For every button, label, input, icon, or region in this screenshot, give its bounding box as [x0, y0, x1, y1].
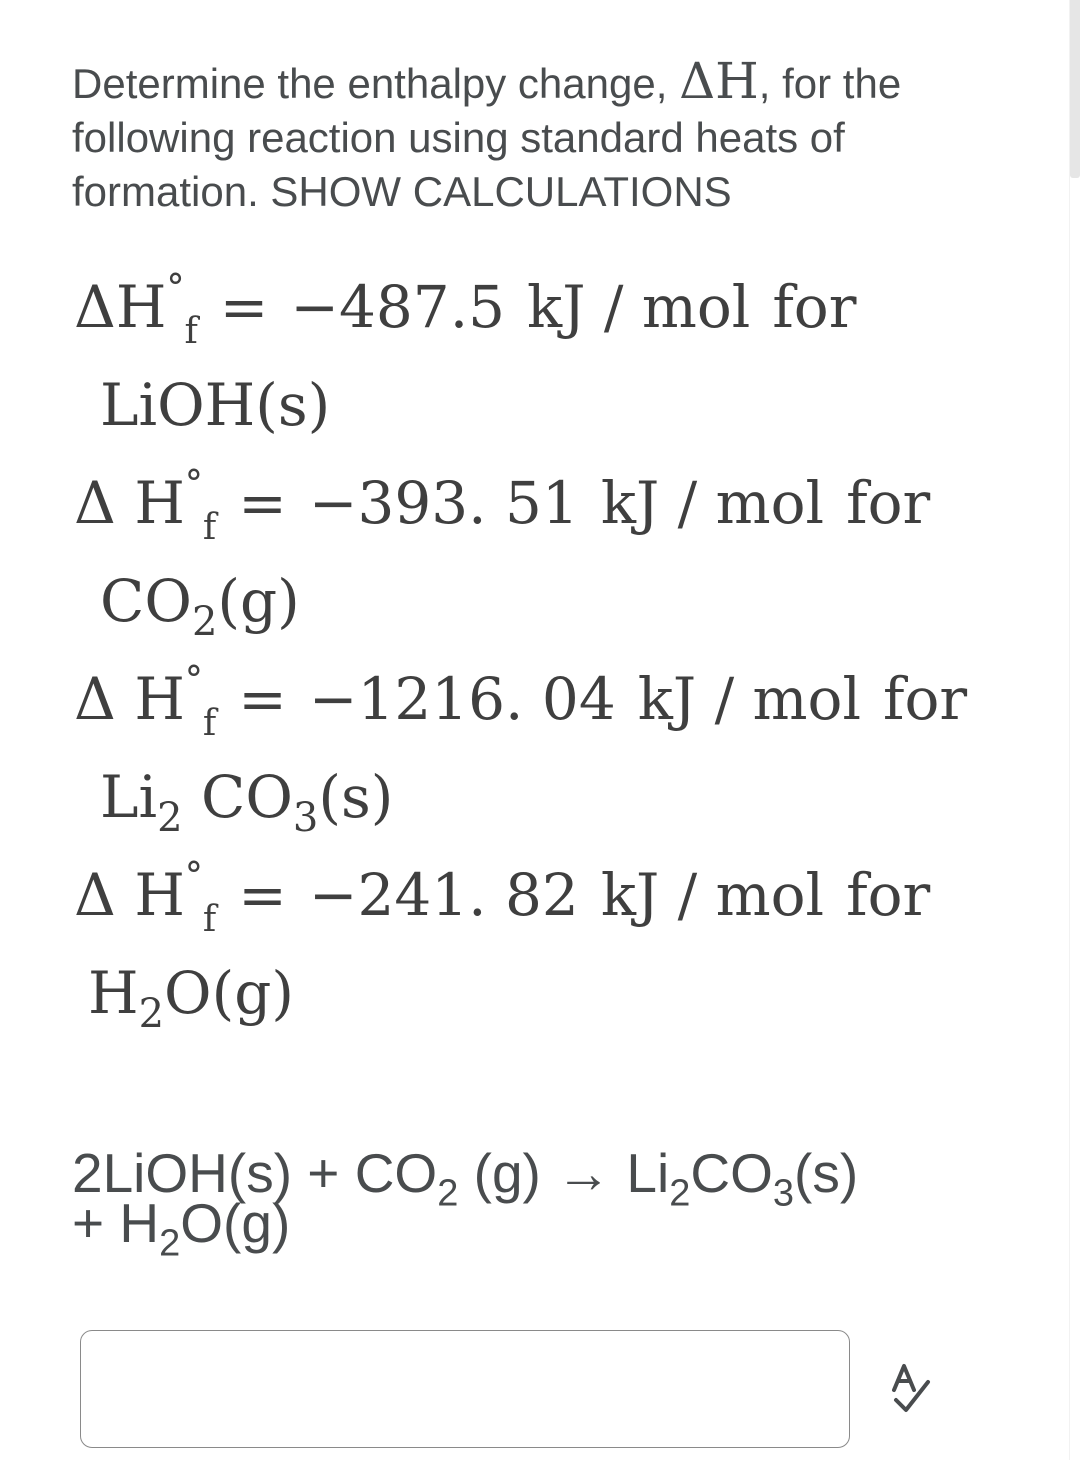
compound-text: CO — [182, 763, 293, 831]
equals-sign: = — [238, 861, 287, 929]
compound-li2co3 — [100, 762, 394, 841]
compound-text: CO — [100, 567, 192, 635]
enthalpy-units: kJ / mol — [600, 469, 825, 537]
compound-subscript: 2 — [191, 599, 218, 645]
equals-sign: = — [219, 273, 269, 341]
reaction-equation — [72, 1142, 1052, 1265]
spellcheck-icon[interactable] — [880, 1360, 944, 1416]
product-text: CO — [690, 1142, 773, 1204]
reaction-subscript: 2 — [437, 1172, 459, 1215]
enthalpy-value: −241. 82 — [308, 861, 579, 929]
reaction-subscript: 2 — [159, 1222, 181, 1265]
degree-symbol: ° — [184, 464, 203, 505]
reaction-line-2 — [72, 1192, 1052, 1265]
equals-sign: = — [238, 665, 287, 733]
answer-input[interactable] — [80, 1330, 850, 1448]
formation-subscript: f — [202, 703, 217, 745]
formation-subscript: f — [184, 311, 198, 353]
delta-h-label: Δ H — [74, 469, 185, 537]
delta-h-symbol: ΔH — [679, 52, 759, 110]
for-word: for — [883, 665, 968, 733]
degree-symbol: ° — [166, 268, 185, 309]
enthalpy-line-3 — [74, 660, 968, 745]
reaction-subscript: 3 — [772, 1172, 795, 1215]
compound-co2 — [100, 566, 300, 645]
formation-subscript: f — [202, 507, 217, 549]
enthalpy-value: −1216. 04 — [308, 665, 616, 733]
compound-subscript: 2 — [138, 991, 165, 1037]
page-edge — [1069, 0, 1070, 1460]
reaction-line-1 — [72, 1142, 1052, 1215]
degree-symbol: ° — [184, 856, 203, 897]
equals-sign: = — [238, 469, 287, 537]
delta-h-label: Δ H — [74, 665, 185, 733]
delta-h-label: ΔH — [74, 273, 167, 341]
for-word: for — [772, 273, 857, 341]
delta-h-label: Δ H — [74, 861, 185, 929]
scrollbar-thumb[interactable] — [1070, 0, 1080, 178]
question-text — [72, 54, 1032, 219]
for-word: for — [846, 469, 931, 537]
compound-state: (s) — [318, 763, 394, 831]
reactants-text: 2LiOH(s) + CO — [72, 1142, 438, 1204]
enthalpy-units: kJ / mol — [600, 861, 825, 929]
compound-text: H — [88, 959, 139, 1027]
product-state: O(g) — [180, 1192, 291, 1254]
enthalpy-value: −487.5 — [290, 273, 506, 341]
compound-text: Li — [100, 763, 158, 831]
compound-state: (g) — [217, 567, 300, 635]
reaction-arrow-text: (g) → Li — [458, 1142, 670, 1204]
compound-text: LiOH(s) — [100, 371, 331, 439]
question-text-end: , for the following reaction using standard heats of formation. SHOW CALCULATIONS — [72, 60, 902, 215]
formation-subscript: f — [202, 899, 217, 941]
compound-lioh — [100, 370, 330, 440]
degree-symbol: ° — [184, 660, 203, 701]
compound-subscript: 2 — [157, 795, 183, 841]
enthalpy-line-1 — [74, 268, 857, 353]
product-text: + H — [72, 1192, 160, 1254]
enthalpy-line-2 — [74, 464, 931, 549]
compound-subscript: 3 — [292, 795, 319, 841]
enthalpy-units: kJ / mol — [637, 665, 862, 733]
compound-state: O(g) — [164, 959, 294, 1027]
enthalpy-value: −393. 51 — [308, 469, 579, 537]
compound-h2o — [88, 958, 294, 1037]
for-word: for — [846, 861, 931, 929]
question-text-start: Determine the enthalpy change, — [72, 60, 680, 107]
product-state: (s) — [794, 1142, 859, 1204]
enthalpy-units: kJ / mol — [527, 273, 751, 341]
enthalpy-line-4 — [74, 856, 931, 941]
reaction-subscript: 2 — [669, 1172, 691, 1215]
